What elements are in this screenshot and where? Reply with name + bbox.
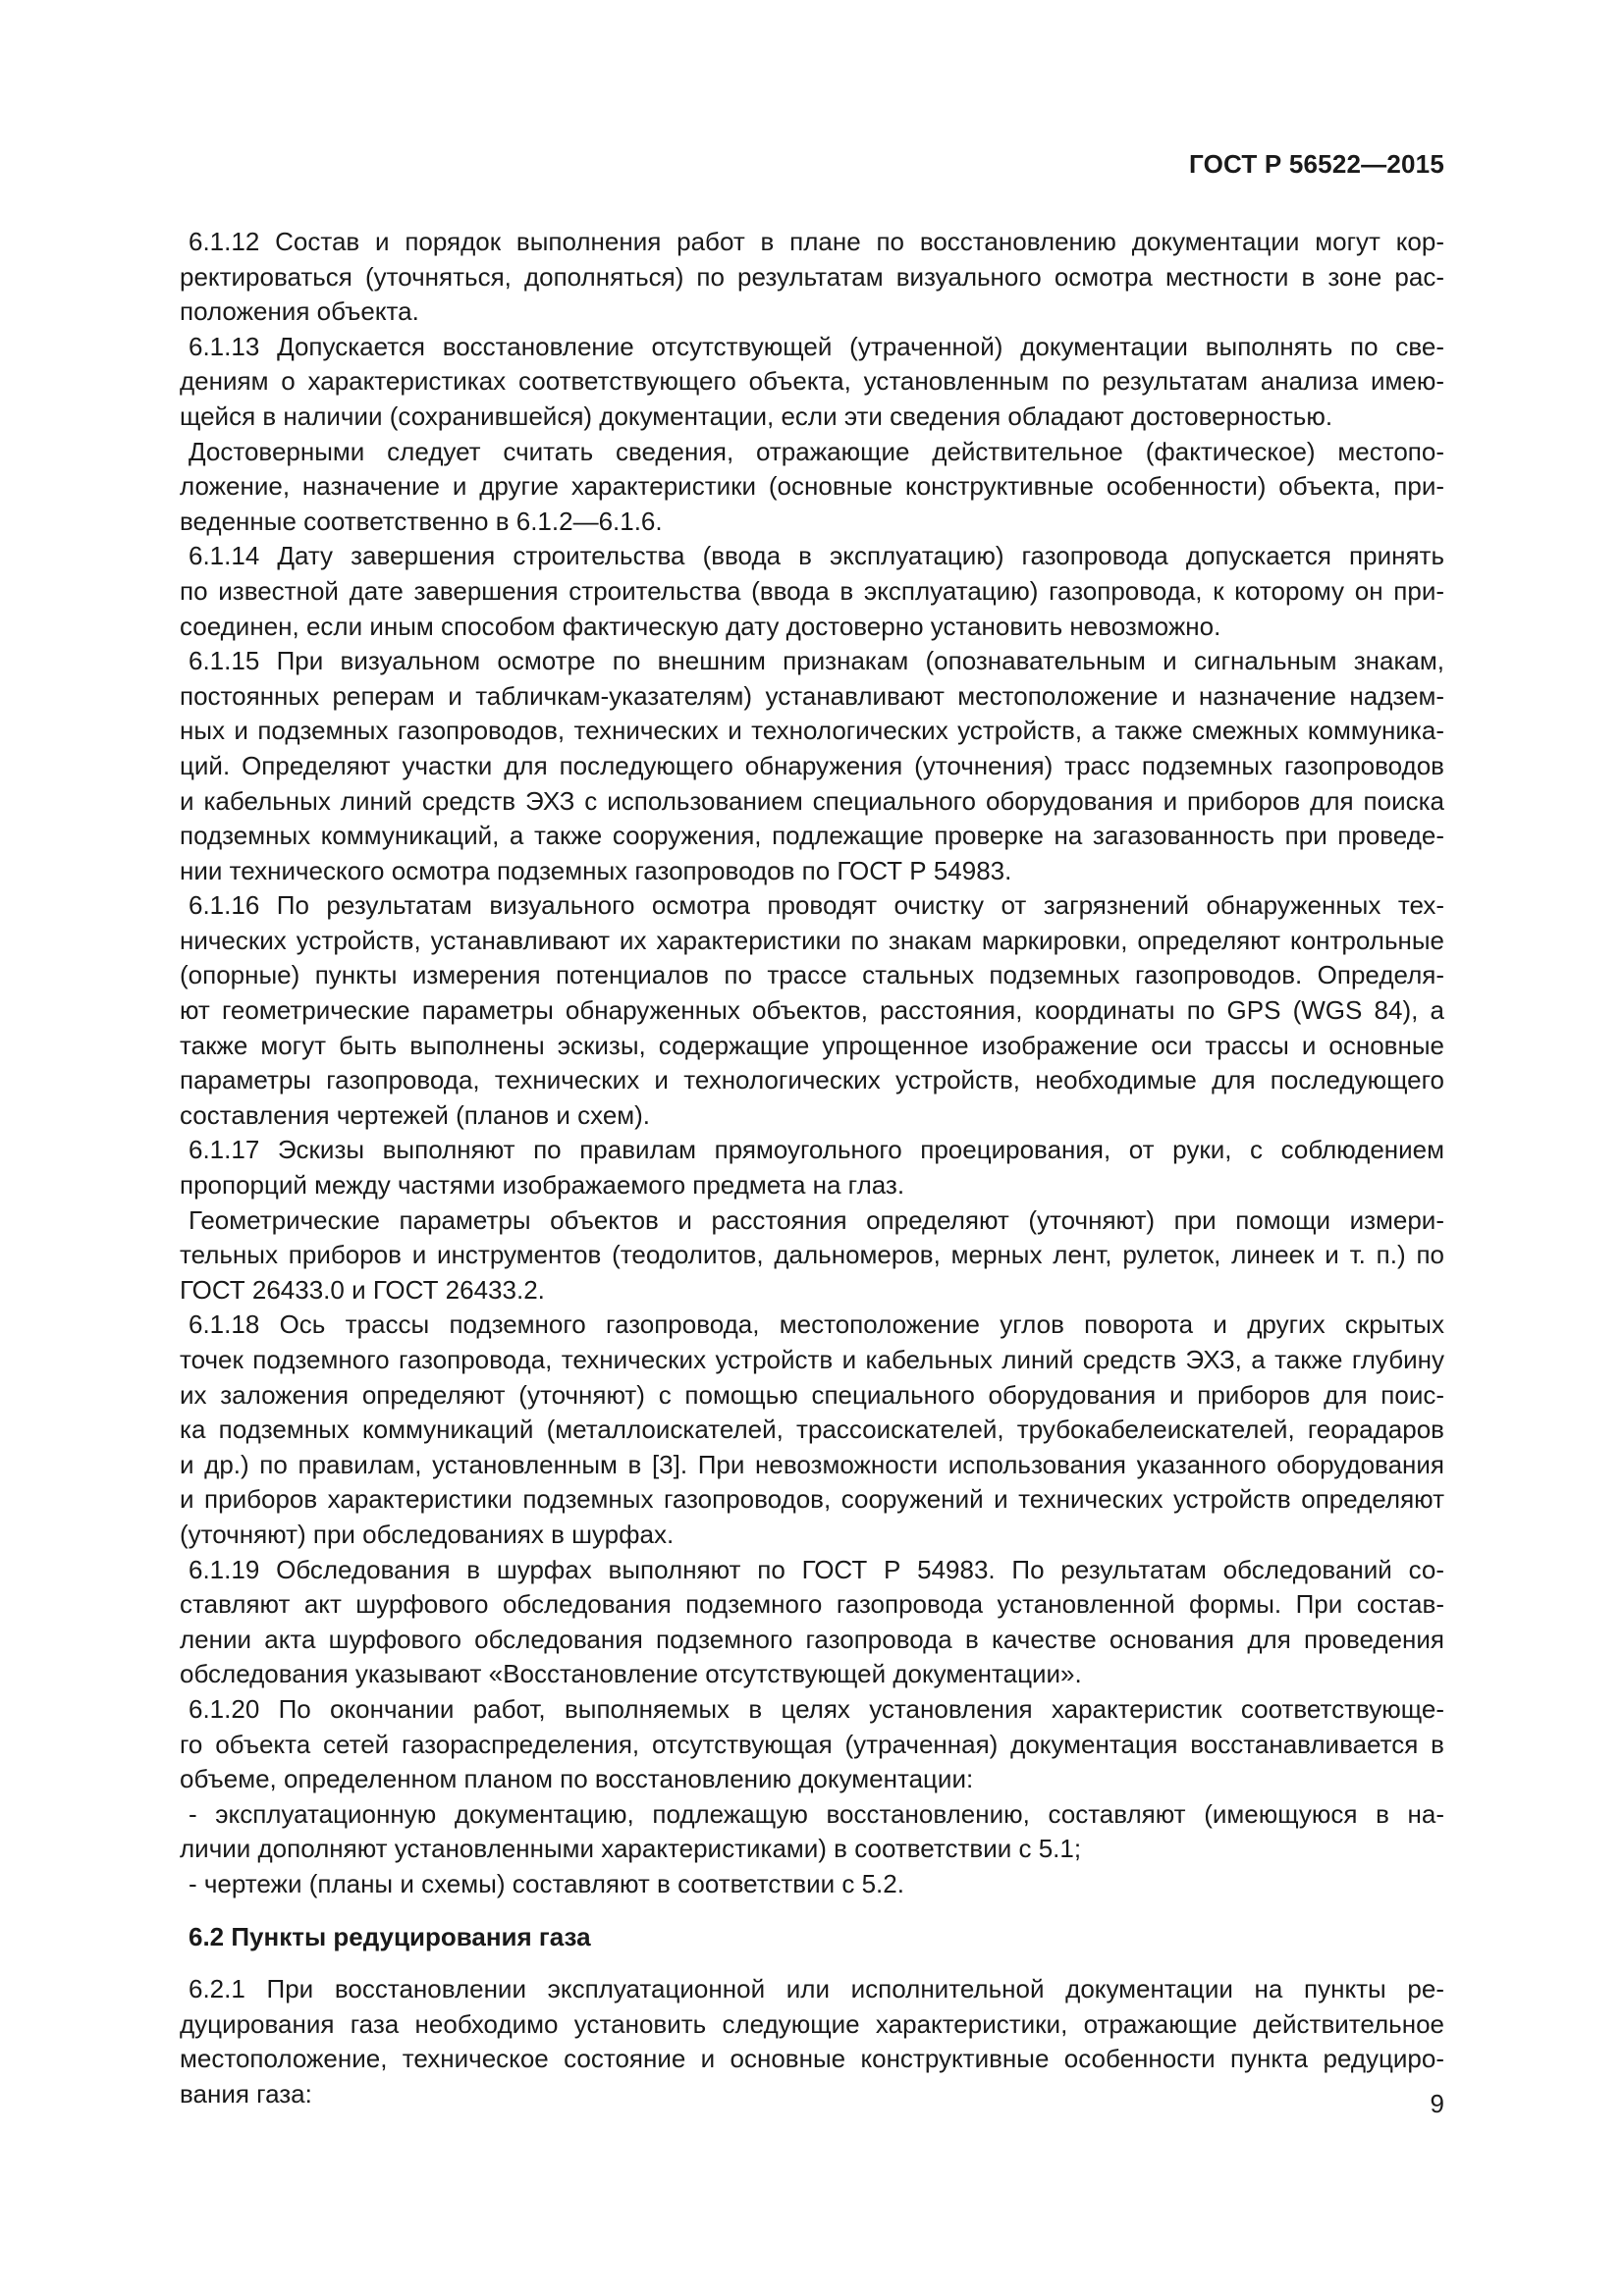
text-line: ставляют акт шурфового обследования подземного газопровода установленной формы. При состав- xyxy=(180,1589,1444,1620)
text-line: точек подземного газопровода, технических устройств и кабельных линий средств ЭХЗ, а также глубину xyxy=(180,1345,1444,1374)
text-line: ций. Определяют участки для последующего обнаружения (уточнения) трасс подземных газопроводов xyxy=(180,750,1444,780)
text-line: ных и подземных газопроводов, технических и технологических устройств, а также смежных коммуника- xyxy=(180,716,1444,746)
text-line: 6.1.13 Допускается восстановление отсутствующей (утраченной) документации выполнять по све- xyxy=(189,331,1444,361)
text-line: 6.1.19 Обследования в шурфах выполняют по ГОСТ Р 54983. По результатам обследований со- xyxy=(189,1554,1444,1584)
text-line: объеме, определенном планом по восстановлению документации: xyxy=(180,1764,974,1794)
text-line: вания газа: xyxy=(180,2078,312,2109)
text-line: 6.1.17 Эскизы выполняют по правилам прямоугольного проецирования, от руки, с соблюдением xyxy=(189,1135,1444,1165)
text-line: личии дополняют установленными характеристиками) в соответствии с 5.1; xyxy=(180,1834,1082,1864)
text-line: и приборов характеристики подземных газопроводов, сооружений и технических устройств определяют xyxy=(180,1484,1444,1515)
paragraph-p6112 xyxy=(180,225,1444,330)
paragraph-p6120a xyxy=(180,1797,1444,1867)
text-line: 6.1.20 По окончании работ, выполняемых в целях установления характеристик соответствующе- xyxy=(189,1693,1444,1724)
text-line: - эксплуатационную документацию, подлежащую восстановлению, составляют (имеющуюся в на- xyxy=(189,1798,1444,1829)
text-line: - чертежи (планы и схемы) составляют в соответствии с 5.2. xyxy=(189,1868,904,1898)
text-line: пропорций между частями изображаемого предмета на глаз. xyxy=(180,1170,905,1201)
text-line: дениям о характеристиках соответствующего объекта, установленным по результатам анализа имею- xyxy=(180,366,1444,397)
paragraph-p6114 xyxy=(180,539,1444,644)
text-line: их заложения определяют (уточняют) с помощью специального оборудования и приборов для поис- xyxy=(180,1379,1444,1410)
paragraph-p621 xyxy=(180,1972,1444,2111)
section-spacer xyxy=(180,1902,1444,1920)
text-line: тельных приборов и инструментов (теодолитов, дальномеров, мерных лент, рулеток, линеек и т. п.) по xyxy=(180,1240,1444,1270)
text-line: (опорные) пункты измерения потенциалов по трассе стальных подземных газопроводов. Определя- xyxy=(180,960,1444,990)
text-line: ректироваться (уточняться, дополняться) по результатам визуального осмотра местности в зоне рас- xyxy=(180,261,1444,292)
text-line: 6.1.14 Дату завершения строительства (ввода в эксплуатацию) газопровода допускается принять xyxy=(189,541,1444,571)
text-line: 6.1.18 Ось трассы подземного газопровода, местоположение углов поворота и других скрытых xyxy=(189,1309,1444,1340)
text-line: составления чертежей (планов и схем). xyxy=(180,1099,651,1130)
text-line: ка подземных коммуникаций (металлоискателей, трассоискателей, трубокабелеискателей, георадаров xyxy=(180,1415,1444,1445)
section-spacer xyxy=(180,1954,1444,1972)
text-line: постоянных реперам и табличкам-указателям) устанавливают местоположение и назначение надзем- xyxy=(180,680,1444,711)
text-line: го объекта сетей газораспределения, отсутствующая (утраченная) документация восстанавливается в xyxy=(180,1729,1444,1759)
section-heading: 6.2 Пункты редуцирования газа xyxy=(189,1921,591,1951)
text-line: нических устройств, устанавливают их характеристики по знакам маркировки, определяют контрольные xyxy=(180,925,1444,955)
text-line: и кабельных линий средств ЭХЗ с использованием специального оборудования и приборов для поиска xyxy=(180,785,1444,816)
text-line: ГОСТ 26433.0 и ГОСТ 26433.2. xyxy=(180,1274,545,1305)
text-line: нии технического осмотра подземных газопроводов по ГОСТ Р 54983. xyxy=(180,855,1012,885)
standard-code: ГОСТ Р 56522—2015 xyxy=(1189,149,1444,179)
page-number: 9 xyxy=(1430,2089,1444,2118)
text-line: веденные соответственно в 6.1.2—6.1.6. xyxy=(180,506,663,536)
text-line: Геометрические параметры объектов и расстояния определяют (уточняют) при помощи измери- xyxy=(189,1204,1444,1235)
text-line: подземных коммуникаций, а также сооружения, подлежащие проверке на загазованность при проведе- xyxy=(180,821,1444,851)
text-line: дуцирования газа необходимо установить следующие характеристики, отражающие действительное xyxy=(180,2008,1444,2039)
text-line: и др.) по правилам, установленным в [3]. При невозможности использования указанного оборудования xyxy=(180,1449,1444,1479)
paragraph-p6116 xyxy=(180,888,1444,1133)
text-line: параметры газопровода, технических и технологических устройств, необходимые для последующего xyxy=(180,1065,1444,1095)
text-line: соединен, если иным способом фактическую дату достоверно установить невозможно. xyxy=(180,611,1221,641)
text-line: ложение, назначение и другие характеристики (основные конструктивные особенности) объекта, при- xyxy=(180,471,1444,502)
text-line: местоположение, техническое состояние и основные конструктивные особенности пункта редуциро- xyxy=(180,2044,1444,2074)
paragraph-p6120 xyxy=(180,1692,1444,1797)
text-line: щейся в наличии (сохранившейся) документации, если эти сведения обладают достоверностью. xyxy=(180,400,1333,431)
text-line: лении акта шурфового обследования подземного газопровода в качестве основания для проведения xyxy=(180,1624,1444,1654)
text-line: 6.1.15 При визуальном осмотре по внешним признакам (опознавательным и сигнальным знакам, xyxy=(189,646,1444,676)
text-line: по известной дате завершения строительства (ввода в эксплуатацию) газопровода, к которому он при- xyxy=(180,575,1444,606)
paragraph-p6119 xyxy=(180,1553,1444,1692)
text-line: положения объекта. xyxy=(180,296,419,327)
paragraph-p6120b xyxy=(180,1867,1444,1902)
document-body xyxy=(180,225,1444,2111)
paragraph-p6117 xyxy=(180,1133,1444,1202)
paragraph-p6115 xyxy=(180,644,1444,888)
text-line: также могут быть выполнены эскизы, содержащие упрощенное изображение оси трассы и основные xyxy=(180,1030,1444,1060)
text-line: 6.1.16 По результатам визуального осмотра проводят очистку от загрязнений обнаруженных тех- xyxy=(189,890,1444,921)
paragraph-p6117b xyxy=(180,1203,1444,1308)
text-line: обследования указывают «Восстановление отсутствующей документации». xyxy=(180,1659,1082,1689)
text-line: 6.1.12 Состав и порядок выполнения работ в плане по восстановлению документации могут кор- xyxy=(189,227,1444,256)
paragraph-p6118 xyxy=(180,1308,1444,1552)
text-line: Достоверными следует считать сведения, отражающие действительное (фактическое) местопо- xyxy=(189,436,1444,466)
text-line: ют геометрические параметры обнаруженных объектов, расстояния, координаты по GPS (WGS 84), а xyxy=(180,995,1444,1026)
paragraph-p6113 xyxy=(180,330,1444,435)
text-line: 6.2.1 При восстановлении эксплуатационной или исполнительной документации на пункты ре- xyxy=(189,1974,1444,2004)
paragraph-p6113b xyxy=(180,435,1444,540)
text-line: (уточняют) при обследованиях в шурфах. xyxy=(180,1519,675,1549)
